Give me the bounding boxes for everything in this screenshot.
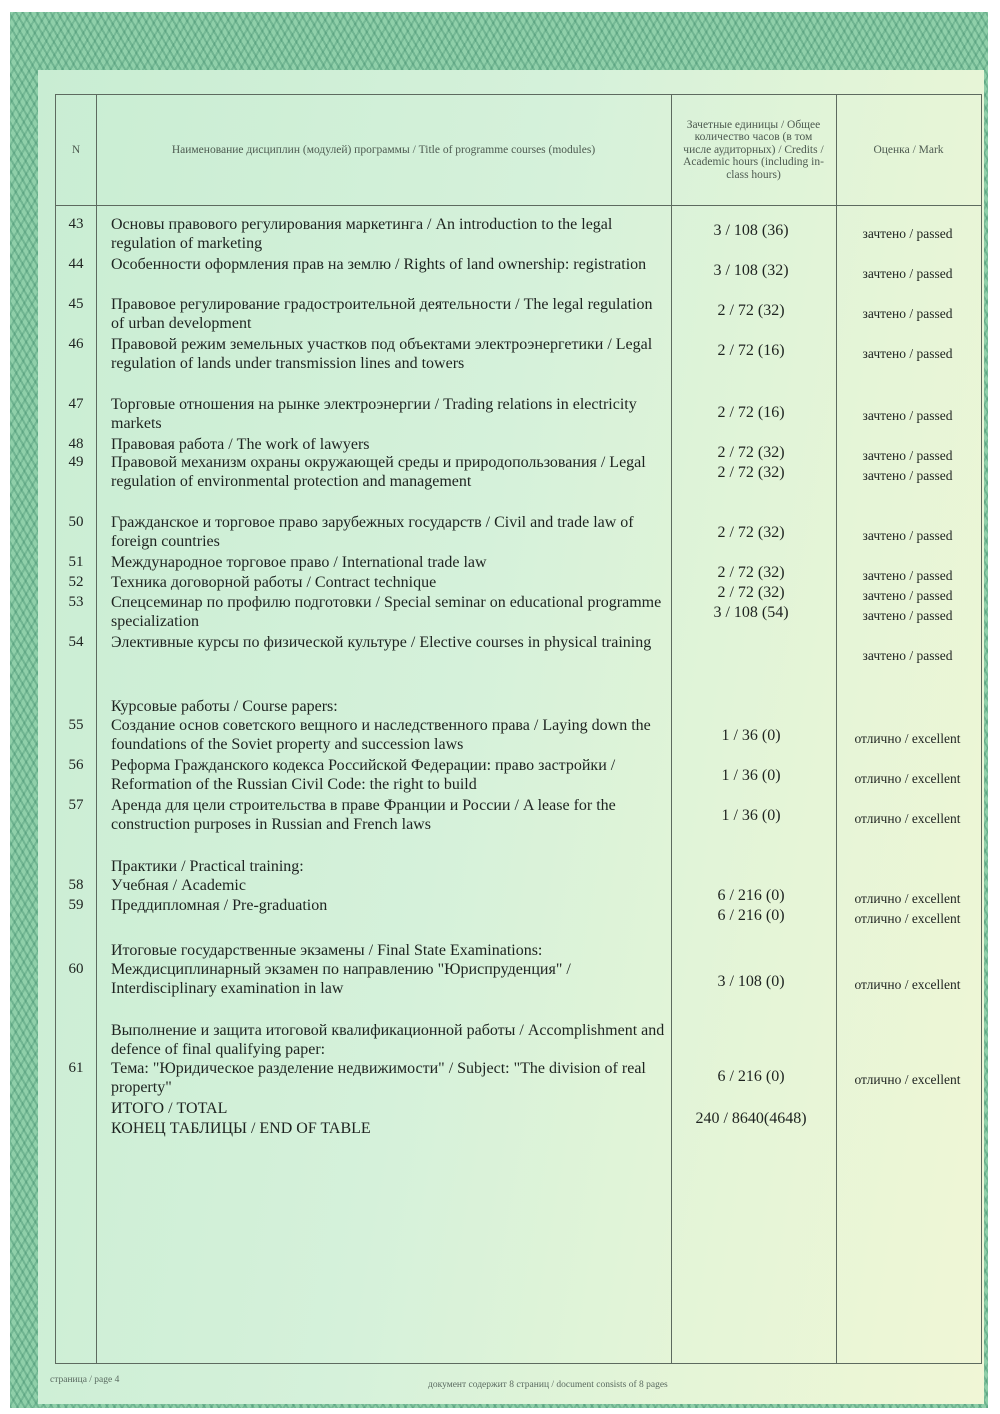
row-number: 56 — [68, 757, 84, 773]
row-number: 53 — [68, 594, 84, 610]
course-mark: зачтено / passed — [862, 608, 953, 623]
column-divider — [96, 95, 97, 1363]
row-number: 58 — [68, 877, 84, 893]
course-credits: 2 / 72 (16) — [717, 404, 785, 421]
row-number: 51 — [68, 554, 84, 570]
row-number: 61 — [68, 1060, 84, 1076]
course-title: Правовое регулирование градостроительной деятельности / The legal regulation of urban development — [111, 296, 653, 332]
end-of-table-label: КОНЕЦ ТАБЛИЦЫ / END OF TABLE — [111, 1120, 371, 1137]
course-credits: 3 / 108 (54) — [713, 604, 789, 621]
header-divider — [56, 205, 981, 206]
course-title: Основы правового регулирования маркетинга / An introduction to the legal regulation of marketing — [111, 216, 613, 252]
course-mark: отлично / excellent — [854, 891, 961, 906]
page-number: страница / page 4 — [50, 1375, 120, 1385]
course-credits: 2 / 72 (32) — [717, 444, 785, 461]
course-title: Правовой механизм охраны окружающей среды и природопользования / Legal regulation of environmental protection and management — [111, 454, 646, 490]
course-title: Правовой режим земельных участков под объектами электроэнергетики / Legal regulation of lands under transmission lines and towers — [111, 336, 653, 372]
row-number: 59 — [68, 897, 84, 913]
total-label: ИТОГО / TOTAL — [111, 1100, 228, 1117]
course-mark: отлично / excellent — [854, 731, 961, 746]
row-number: 46 — [68, 336, 84, 352]
course-title: Тема: "Юридическое разделение недвижимости" / Subject: "The division of real property" — [111, 1060, 646, 1096]
course-credits: 3 / 108 (32) — [713, 262, 789, 279]
row-number: 44 — [68, 256, 84, 272]
row-number: 60 — [68, 961, 84, 977]
course-mark: отлично / excellent — [854, 977, 961, 992]
course-title: Правовая работа / The work of lawyers — [111, 436, 370, 453]
course-title: Элективные курсы по физической культуре / Elective courses in physical training — [111, 634, 652, 651]
row-number: 47 — [68, 396, 84, 412]
header-number: N — [71, 143, 81, 156]
course-title: Аренда для цели строительства в праве Франции и России / A lease for the construction purposes in Russian and French laws — [111, 797, 616, 833]
course-mark: зачтено / passed — [862, 528, 953, 543]
course-credits: 3 / 108 (36) — [713, 222, 789, 239]
course-mark: зачтено / passed — [862, 346, 953, 361]
course-credits: 6 / 216 (0) — [717, 1068, 785, 1085]
course-title: Создание основ советского вещного и наследственного права / Laying down the foundations of the Soviet property and succession laws — [111, 717, 651, 753]
course-mark: зачтено / passed — [862, 306, 953, 321]
course-credits: 2 / 72 (32) — [717, 584, 785, 601]
section-thesis: Выполнение и защита итоговой квалификационной работы / Accomplishment and defence of final qualifying paper: — [111, 1022, 665, 1058]
course-mark: зачтено / passed — [862, 408, 953, 423]
row-number: 49 — [68, 454, 84, 470]
course-title: Спецсеминар по профилю подготовки / Special seminar on educational programme specialization — [111, 594, 662, 630]
course-credits: 6 / 216 (0) — [717, 887, 785, 904]
row-number: 52 — [68, 574, 84, 590]
course-title: Преддипломная / Pre-graduation — [111, 897, 328, 914]
course-mark: отлично / excellent — [854, 911, 961, 926]
course-mark: зачтено / passed — [862, 448, 953, 463]
course-credits: 2 / 72 (16) — [717, 342, 785, 359]
course-credits: 1 / 36 (0) — [721, 767, 781, 784]
course-credits: 2 / 72 (32) — [717, 302, 785, 319]
course-mark: зачтено / passed — [862, 266, 953, 281]
row-number: 50 — [68, 514, 84, 530]
header-course-title: Наименование дисциплин (модулей) программы / Title of programme courses (modules) — [171, 143, 596, 156]
section-final-exams: Итоговые государственные экзамены / Final State Examinations: — [111, 942, 543, 959]
course-mark: отлично / excellent — [854, 771, 961, 786]
course-credits: 2 / 72 (32) — [717, 524, 785, 541]
course-title: Учебная / Academic — [111, 877, 246, 894]
course-credits: 2 / 72 (32) — [717, 464, 785, 481]
row-number: 48 — [68, 436, 84, 452]
row-number: 57 — [68, 797, 84, 813]
course-mark: отлично / excellent — [854, 1072, 961, 1087]
diploma-supplement-page — [10, 12, 988, 1408]
course-credits: 6 / 216 (0) — [717, 907, 785, 924]
course-credits: 1 / 36 (0) — [721, 727, 781, 744]
header-credits: Зачетные единицы / Общее количество часов (в том числе аудиторных) / Credits / Academic hours (including in-class hours) — [683, 118, 824, 181]
course-mark: зачтено / passed — [862, 226, 953, 241]
section-course-papers: Курсовые работы / Course papers: — [111, 698, 338, 715]
header-mark: Оценка / Mark — [873, 143, 944, 156]
row-number: 43 — [68, 216, 84, 232]
course-title: Междисциплинарный экзамен по направлению "Юриспруденция" / Interdisciplinary examination in law — [111, 961, 571, 997]
course-mark: зачтено / passed — [862, 588, 953, 603]
course-credits: 2 / 72 (32) — [717, 564, 785, 581]
section-practical-training: Практики / Practical training: — [111, 858, 304, 875]
course-mark: зачтено / passed — [862, 568, 953, 583]
course-credits: 3 / 108 (0) — [717, 973, 785, 990]
course-title: Особенности оформления прав на землю / Rights of land ownership: registration — [111, 256, 647, 273]
row-number: 45 — [68, 296, 84, 312]
course-mark: зачтено / passed — [862, 468, 953, 483]
course-title: Торговые отношения на рынке электроэнергии / Trading relations in electricity markets — [111, 396, 637, 432]
total-credits: 240 / 8640(4648) — [695, 1110, 807, 1127]
course-credits: 1 / 36 (0) — [721, 807, 781, 824]
course-mark: зачтено / passed — [862, 648, 953, 663]
course-mark: отлично / excellent — [854, 811, 961, 826]
course-title: Техника договорной работы / Contract technique — [111, 574, 437, 591]
row-number: 55 — [68, 717, 84, 733]
course-table — [55, 94, 982, 1364]
document-page-count: документ содержит 8 страниц / document consists of 8 pages — [428, 1380, 668, 1390]
course-title: Реформа Гражданского кодекса Российской Федерации: право застройки / Reformation of the Russian Civil Code: the right to build — [111, 757, 616, 793]
course-title: Гражданское и торговое право зарубежных государств / Civil and trade law of foreign countries — [111, 514, 634, 550]
row-number: 54 — [68, 634, 84, 650]
course-title: Международное торговое право / International trade law — [111, 554, 487, 571]
